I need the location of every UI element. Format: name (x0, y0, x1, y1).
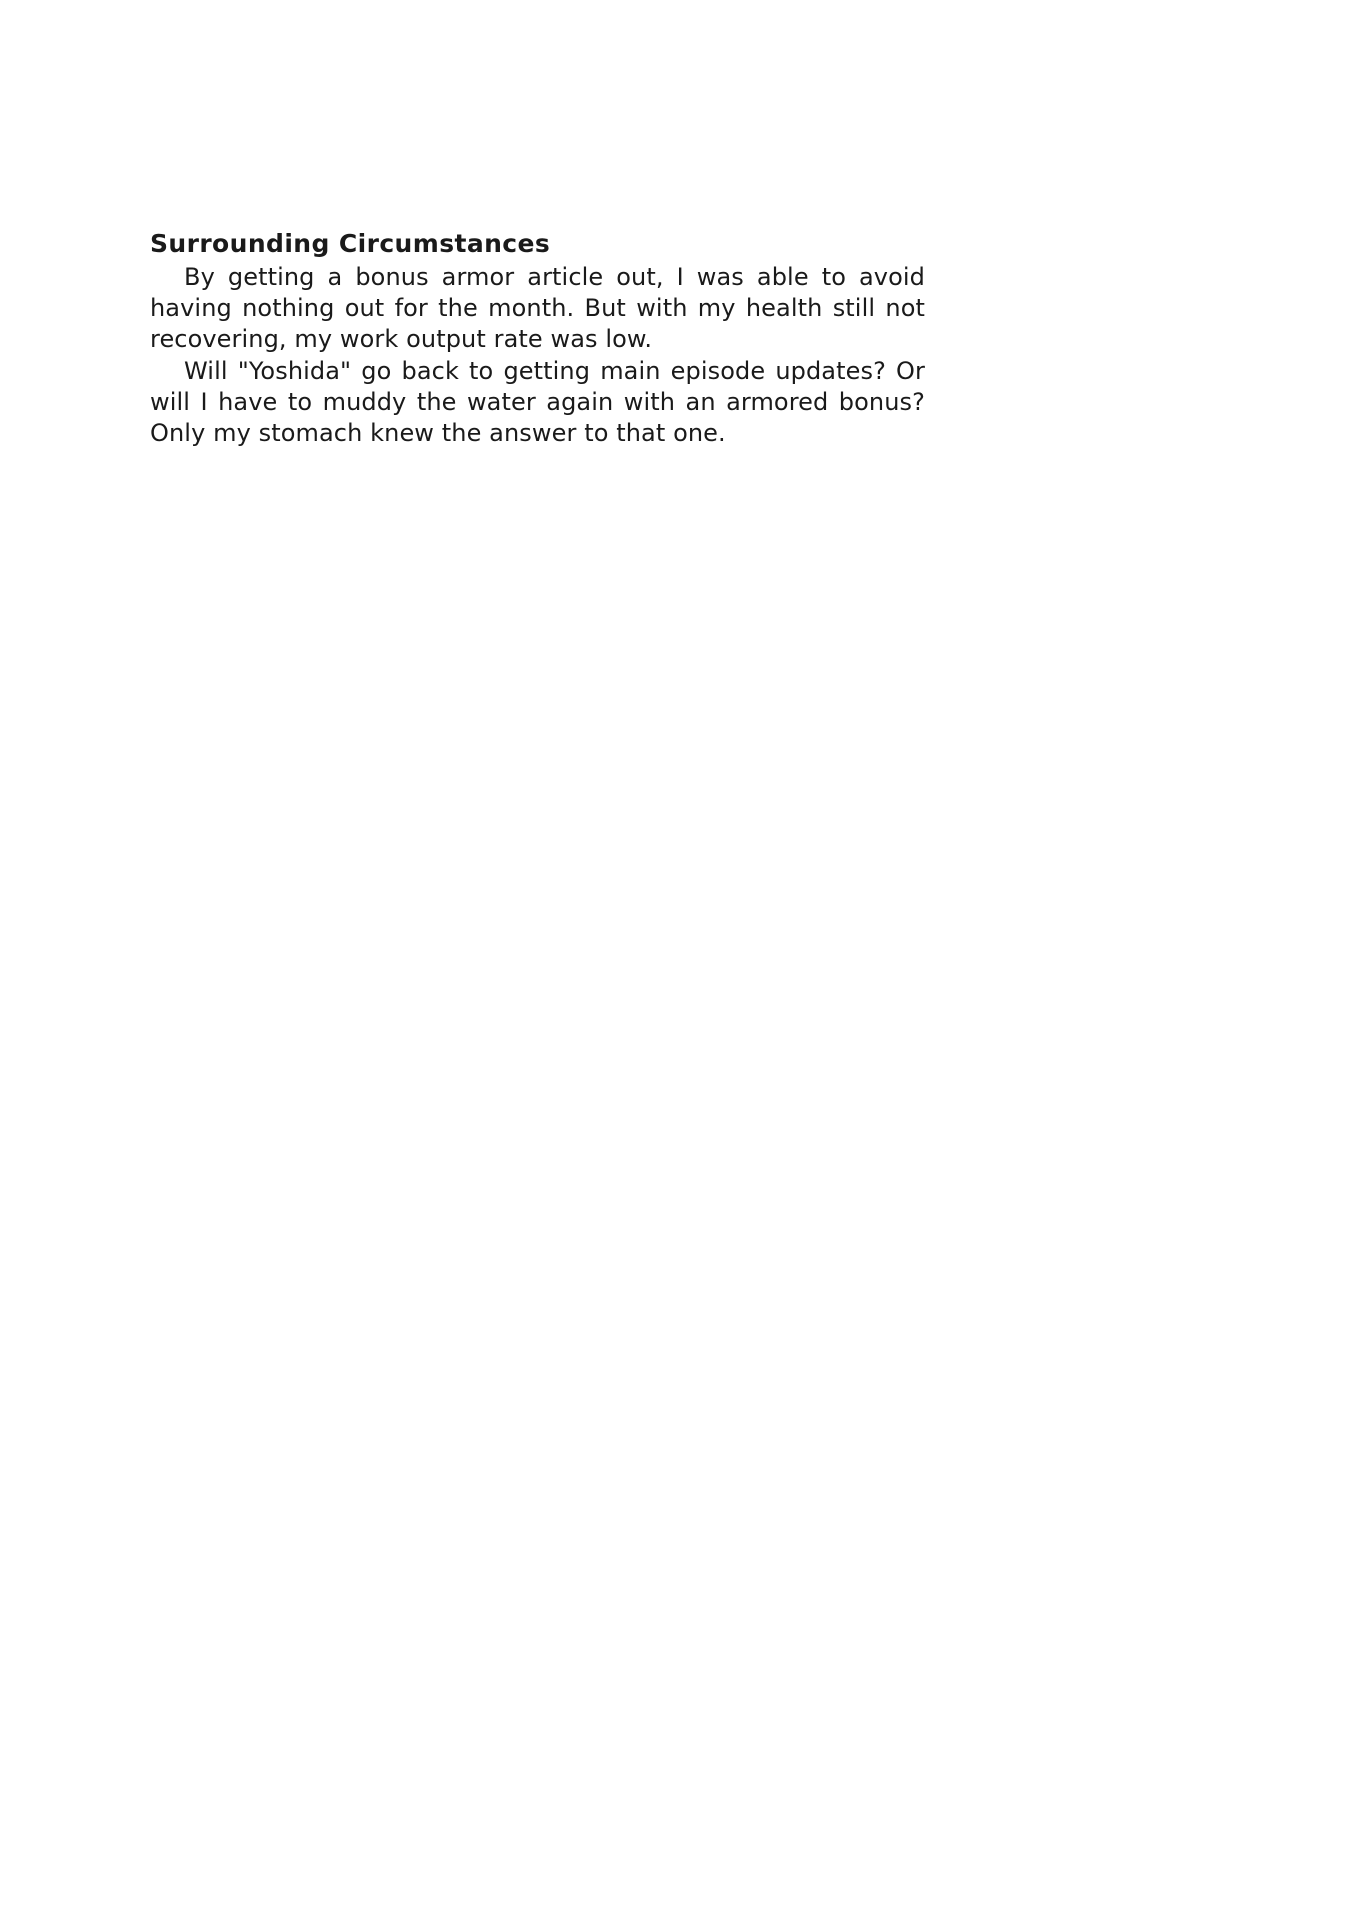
paragraph-2: Will "Yoshida" go back to getting main episode updates? Or will I have to muddy the water again with an armored bonus? Only my stomach knew the answer to that one. (150, 356, 925, 447)
section-heading: Surrounding Circumstances (150, 229, 551, 258)
text-block (150, 228, 925, 449)
paragraph-1: By getting a bonus armor article out, I was able to avoid having nothing out for the month. But with my health still not recovering, my work output rate was low. (150, 263, 925, 354)
